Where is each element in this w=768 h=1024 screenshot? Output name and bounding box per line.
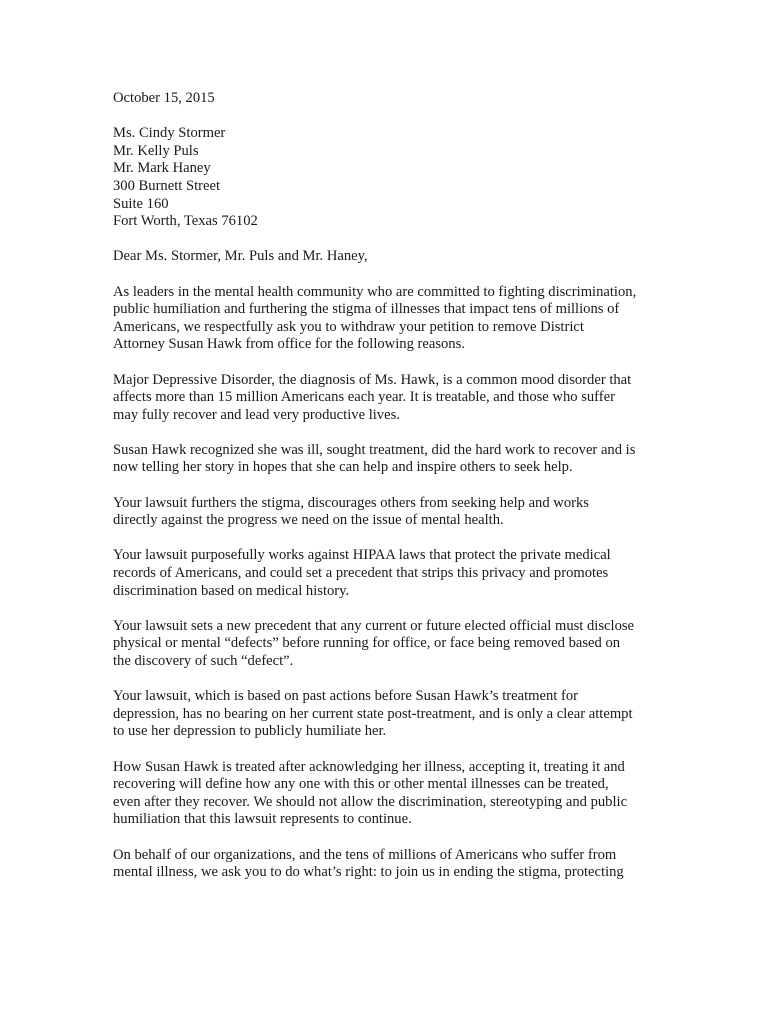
body-paragraph — [113, 759, 658, 829]
paragraph-line: directly against the progress we need on the issue of mental health. — [113, 512, 504, 529]
letter-paragraphs — [113, 284, 658, 882]
paragraph-line: As leaders in the mental health community who are committed to fighting discrimination, — [113, 283, 637, 300]
salutation: Dear Ms. Stormer, Mr. Puls and Mr. Haney, — [113, 248, 368, 265]
body-paragraph — [113, 495, 658, 530]
paragraph-line: On behalf of our organizations, and the tens of millions of Americans who suffer from — [113, 846, 617, 863]
paragraph-line: Your lawsuit furthers the stigma, discourages others from seeking help and works — [113, 494, 589, 511]
body-paragraph — [113, 442, 658, 477]
paragraph-line: now telling her story in hopes that she can help and inspire others to seek help. — [113, 459, 573, 476]
paragraph-line: Major Depressive Disorder, the diagnosis of Ms. Hawk, is a common mood disorder that — [113, 371, 632, 388]
city-state-zip: Fort Worth, Texas 76102 — [113, 213, 258, 230]
paragraph-line: mental illness, we ask you to do what’s right: to join us in ending the stigma, protecting — [113, 864, 624, 881]
body-paragraph — [113, 618, 658, 671]
recipient-name-1: Ms. Cindy Stormer — [113, 125, 226, 142]
paragraph-line: depression, has no bearing on her current state post-treatment, and is only a clear attempt — [113, 705, 633, 722]
letter-date: October 15, 2015 — [113, 90, 215, 106]
paragraph-line: How Susan Hawk is treated after acknowledging her illness, accepting it, treating it and — [113, 758, 625, 775]
paragraph-line: to use her depression to publicly humiliate her. — [113, 723, 387, 740]
letter-body — [113, 90, 658, 899]
paragraph-line: recovering will define how any one with this or other mental illnesses can be treated, — [113, 776, 609, 793]
paragraph-line: records of Americans, and could set a precedent that strips this privacy and promotes — [113, 565, 609, 582]
body-paragraph — [113, 372, 658, 425]
paragraph-line: Your lawsuit, which is based on past actions before Susan Hawk’s treatment for — [113, 688, 579, 705]
recipient-address — [113, 125, 658, 231]
paragraph-line: affects more than 15 million Americans each year. It is treatable, and those who suffer — [113, 389, 615, 406]
paragraph-line: Your lawsuit sets a new precedent that any current or future elected official must disclose — [113, 617, 635, 634]
body-paragraph — [113, 547, 658, 600]
paragraph-line: discrimination based on medical history. — [113, 582, 350, 599]
recipient-name-2: Mr. Kelly Puls — [113, 142, 199, 159]
body-paragraph — [113, 688, 658, 741]
paragraph-line: Americans, we respectfully ask you to withdraw your petition to remove District — [113, 318, 584, 335]
body-paragraph — [113, 847, 658, 882]
paragraph-line: physical or mental “defects” before running for office, or face being removed based on — [113, 635, 621, 652]
paragraph-line: the discovery of such “defect”. — [113, 653, 294, 669]
paragraph-line: even after they recover. We should not allow the discrimination, stereotyping and public — [113, 793, 628, 810]
paragraph-line: humiliation that this lawsuit represents to continue. — [113, 811, 412, 828]
paragraph-line: Your lawsuit purposefully works against HIPAA laws that protect the private medical — [113, 547, 611, 564]
street-address: 300 Burnett Street — [113, 177, 221, 194]
body-paragraph — [113, 284, 658, 354]
paragraph-line: may fully recover and lead very productive lives. — [113, 406, 400, 423]
recipient-name-3: Mr. Mark Haney — [113, 160, 211, 177]
paragraph-line: Attorney Susan Hawk from office for the following reasons. — [113, 336, 465, 353]
paragraph-line: public humiliation and furthering the stigma of illnesses that impact tens of millions of — [113, 301, 620, 318]
suite-number: Suite 160 — [113, 195, 169, 212]
paragraph-line: Susan Hawk recognized she was ill, sought treatment, did the hard work to recover and is — [113, 441, 636, 458]
